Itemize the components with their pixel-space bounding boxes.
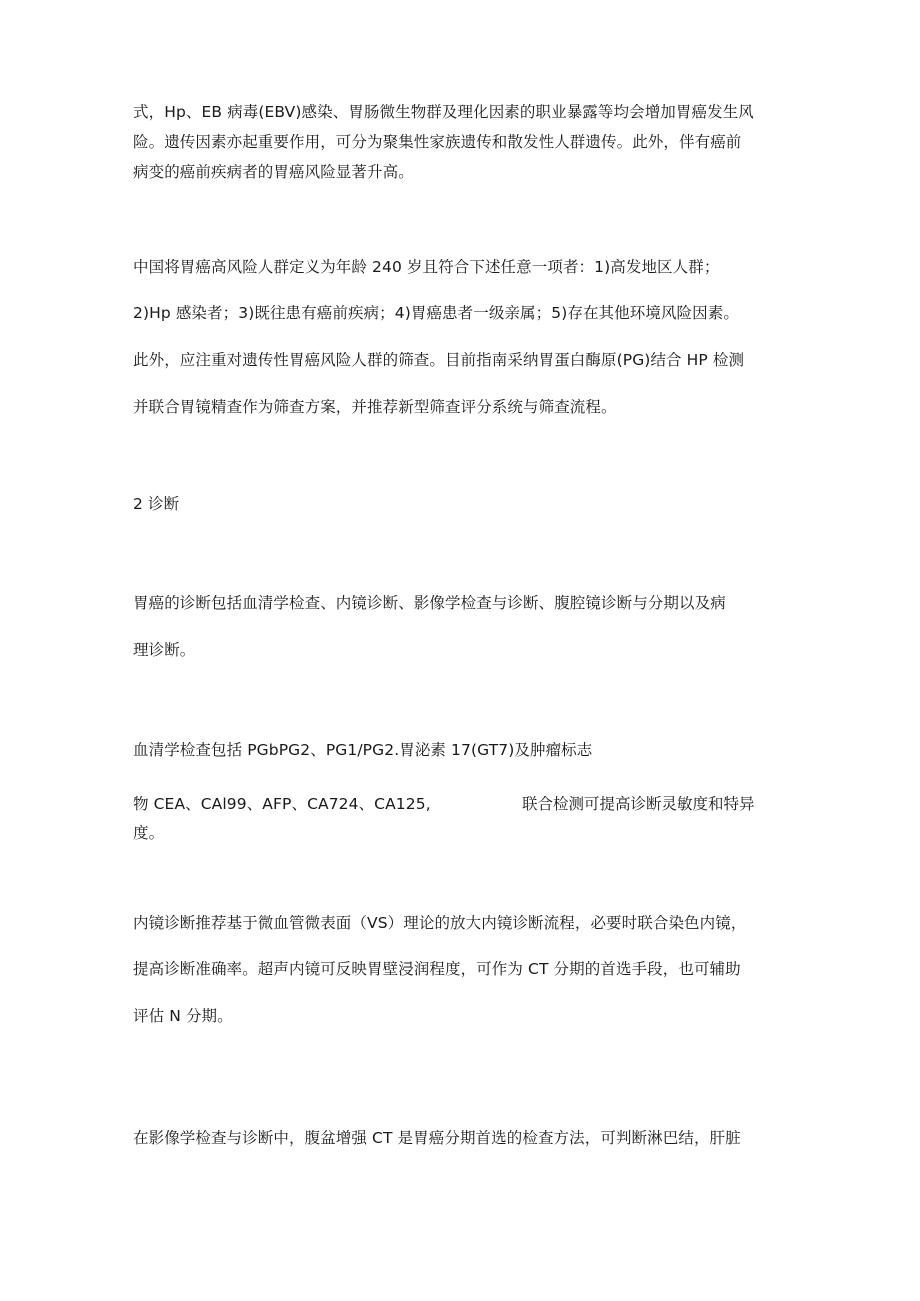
paragraph6-line1: 在影像学检查与诊断中，腹盆增强 CT 是胃癌分期首选的检查方法，可判断淋巴结，肝脏 xyxy=(133,1129,741,1147)
paragraph2-line2: 2)Hp 感染者；3)既往患有癌前疾病；4)胃癌患者一级亲属；5)存在其他环境风险因素。 xyxy=(133,304,739,322)
paragraph1-line1: 式，Hp、EB 病毒(EBV)感染、胃肠微生物群及理化因素的职业暴露等均会增加胃癌发生风 xyxy=(133,103,754,121)
paragraph5-line1: 内镜诊断推荐基于微血管微表面（VS）理论的放大内镜诊断流程，必要时联合染色内镜， xyxy=(133,914,747,932)
paragraph4-line2-right: 联合检测可提高诊断灵敏度和特异 xyxy=(522,795,755,813)
paragraph4-line2-left: 物 CEA、CAl99、AFP、CA724、CA125, xyxy=(133,795,431,813)
paragraph1-line2: 险。遗传因素亦起重要作用，可分为聚集性家族遗传和散发性人群遗传。此外，伴有癌前 xyxy=(133,133,742,151)
paragraph4-line1: 血清学检查包括 PGbPG2、PG1/PG2.胃泌素 17(GT7)及肿瘤标志 xyxy=(133,741,593,759)
section-heading: 2 诊断 xyxy=(133,495,180,513)
paragraph1-line3: 病变的癌前疾病者的胃癌风险显著升高。 xyxy=(133,163,414,181)
paragraph2-line3: 此外，应注重对遗传性胃癌风险人群的筛查。目前指南采纳胃蛋白酶原(PG)结合 HP 检测 xyxy=(133,351,745,369)
paragraph2-line1: 中国将胃癌高风险人群定义为年龄 240 岁且符合下述任意一项者：1)高发地区人群； xyxy=(133,258,720,276)
paragraph3-line2: 理诊断。 xyxy=(133,641,196,659)
paragraph2-line4: 并联合胃镜精查作为筛查方案，并推荐新型筛查评分系统与筛查流程。 xyxy=(133,398,617,416)
paragraph3-line1: 胃癌的诊断包括血清学检查、内镜诊断、影像学检查与诊断、腹腔镜诊断与分期以及病 xyxy=(133,594,726,612)
paragraph5-line2: 提高诊断准确率。超声内镜可反映胃壁浸润程度，可作为 CT 分期的首选手段，也可辅助 xyxy=(133,960,741,978)
paragraph5-line3: 评估 N 分期。 xyxy=(133,1007,233,1025)
paragraph4-line3: 度。 xyxy=(133,824,165,842)
